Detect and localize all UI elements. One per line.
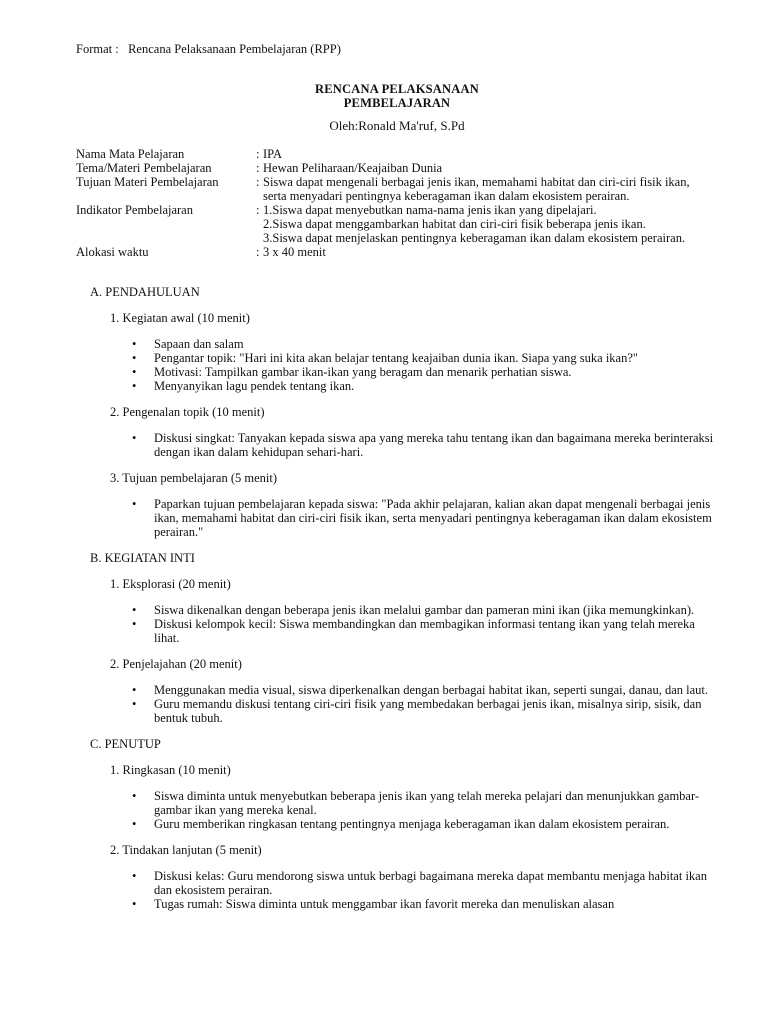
info-label: Tema/Materi Pembelajaran — [76, 161, 212, 175]
list-item: • Diskusi kelas: Guru mendorong siswa untuk berbagi bagaimana mereka dapat membantu menjaga habitat ikan dan ekosistem perairan. — [154, 869, 714, 897]
list-item: • Paparkan tujuan pembelajaran kepada siswa: "Pada akhir pelajaran, kalian akan dapat mengenali berbagai jenis ikan, memahami habitat dan ciri-ciri fisik ikan, serta menyadari pentingnya keberagaman ikan dalam ekosistem perairan." — [154, 497, 714, 539]
section-heading-b: B. KEGIATAN INTI — [90, 551, 195, 565]
list-item: • Siswa dikenalkan dengan beberapa jenis ikan melalui gambar dan pameran mini ikan (jika memungkinkan). — [154, 603, 714, 617]
info-row-time — [76, 245, 696, 259]
sub-heading: 3. Tujuan pembelajaran (5 menit) — [110, 471, 277, 485]
info-colon: : — [256, 161, 260, 175]
sub-heading: 2. Penjelajahan (20 menit) — [110, 657, 242, 671]
bullet-list — [76, 497, 714, 539]
list-item: • Menggunakan media visual, siswa diperkenalkan dengan berbagai habitat ikan, seperti sungai, danau, dan laut. — [154, 683, 714, 697]
indicator-item: 2.Siswa dapat menggambarkan habitat dan ciri-ciri fisik beberapa jenis ikan. — [263, 217, 646, 231]
list-item: • Menyanyikan lagu pendek tentang ikan. — [154, 379, 714, 393]
list-item: • Guru memandu diskusi tentang ciri-ciri fisik yang membedakan berbagai jenis ikan, misalnya sirip, sisik, dan bentuk tubuh. — [154, 697, 714, 725]
info-value: IPA — [263, 147, 282, 161]
format-label: Format : — [76, 42, 119, 56]
info-colon: : — [256, 175, 260, 189]
list-item: • Guru memberikan ringkasan tentang pentingnya menjaga keberagaman ikan dalam ekosistem perairan. — [154, 817, 714, 831]
list-item: • Diskusi kelompok kecil: Siswa membandingkan dan membagikan informasi tentang ikan yang telah mereka lihat. — [154, 617, 714, 645]
bullet-list — [76, 603, 714, 645]
info-row-goal — [76, 175, 696, 203]
sub-heading: 1. Kegiatan awal (10 menit) — [110, 311, 250, 325]
info-label: Nama Mata Pelajaran — [76, 147, 185, 161]
indicator-item: 3.Siswa dapat menjelaskan pentingnya keberagaman ikan dalam ekosistem perairan. — [263, 231, 686, 245]
info-row-theme — [76, 161, 696, 175]
info-colon: : — [256, 147, 260, 161]
sub-heading: 1. Ringkasan (10 menit) — [110, 763, 231, 777]
info-value: 3 x 40 menit — [263, 245, 326, 259]
list-item: • Tugas rumah: Siswa diminta untuk menggambar ikan favorit mereka dan menuliskan alasan — [154, 897, 714, 911]
info-label: Tujuan Materi Pembelajaran — [76, 175, 219, 189]
info-value: Siswa dapat mengenali berbagai jenis ikan, memahami habitat dan ciri-ciri fisik ikan, serta menyadari pentingnya keberagaman ikan dalam ekosistem perairan. — [263, 175, 690, 203]
doc-title-line-2: PEMBELAJARAN — [343, 96, 451, 110]
sub-heading: 2. Tindakan lanjutan (5 menit) — [110, 843, 262, 857]
sub-heading: 1. Eksplorasi (20 menit) — [110, 577, 231, 591]
info-value: Hewan Peliharaan/Keajaiban Dunia — [263, 161, 443, 175]
list-item: • Pengantar topik: "Hari ini kita akan belajar tentang keajaiban dunia ikan. Siapa yang suka ikan?" — [154, 351, 714, 365]
sub-heading: 2. Pengenalan topik (10 menit) — [110, 405, 265, 419]
format-line — [76, 42, 718, 56]
info-row-indicator — [76, 203, 696, 245]
list-item: • Siswa diminta untuk menyebutkan beberapa jenis ikan yang telah mereka pelajari dan menunjukkan gambar-gambar ikan yang mereka kenal. — [154, 789, 714, 817]
info-table — [76, 147, 696, 259]
list-item: • Diskusi singkat: Tanyakan kepada siswa apa yang mereka tahu tentang ikan dan bagaimana mereka berinteraksi dengan ikan dalam kehidupan sehari-hari. — [154, 431, 714, 459]
doc-title-line-1: RENCANA PELAKSANAAN — [315, 82, 479, 96]
info-colon: : — [256, 245, 260, 259]
bullet-list — [76, 337, 714, 393]
bullet-list — [76, 789, 714, 831]
bullet-list — [76, 683, 714, 725]
info-label: Indikator Pembelajaran — [76, 203, 193, 217]
indicator-item: 1.Siswa dapat menyebutkan nama-nama jenis ikan yang dipelajari. — [263, 203, 597, 217]
section-heading-c: C. PENUTUP — [90, 737, 161, 751]
indicator-list — [263, 203, 696, 245]
format-value: Rencana Pelaksanaan Pembelajaran (RPP) — [128, 42, 341, 56]
bullet-list — [76, 869, 714, 911]
bullet-list — [76, 431, 714, 459]
list-item: • Sapaan dan salam — [154, 337, 714, 351]
list-item: • Motivasi: Tampilkan gambar ikan-ikan yang beragam dan menarik perhatian siswa. — [154, 365, 714, 379]
info-label: Alokasi waktu — [76, 245, 149, 259]
doc-author: Oleh:Ronald Ma'ruf, S.Pd — [329, 118, 465, 133]
info-row-subject — [76, 147, 696, 161]
section-heading-a: A. PENDAHULUAN — [90, 285, 200, 299]
info-colon: : — [256, 203, 260, 217]
